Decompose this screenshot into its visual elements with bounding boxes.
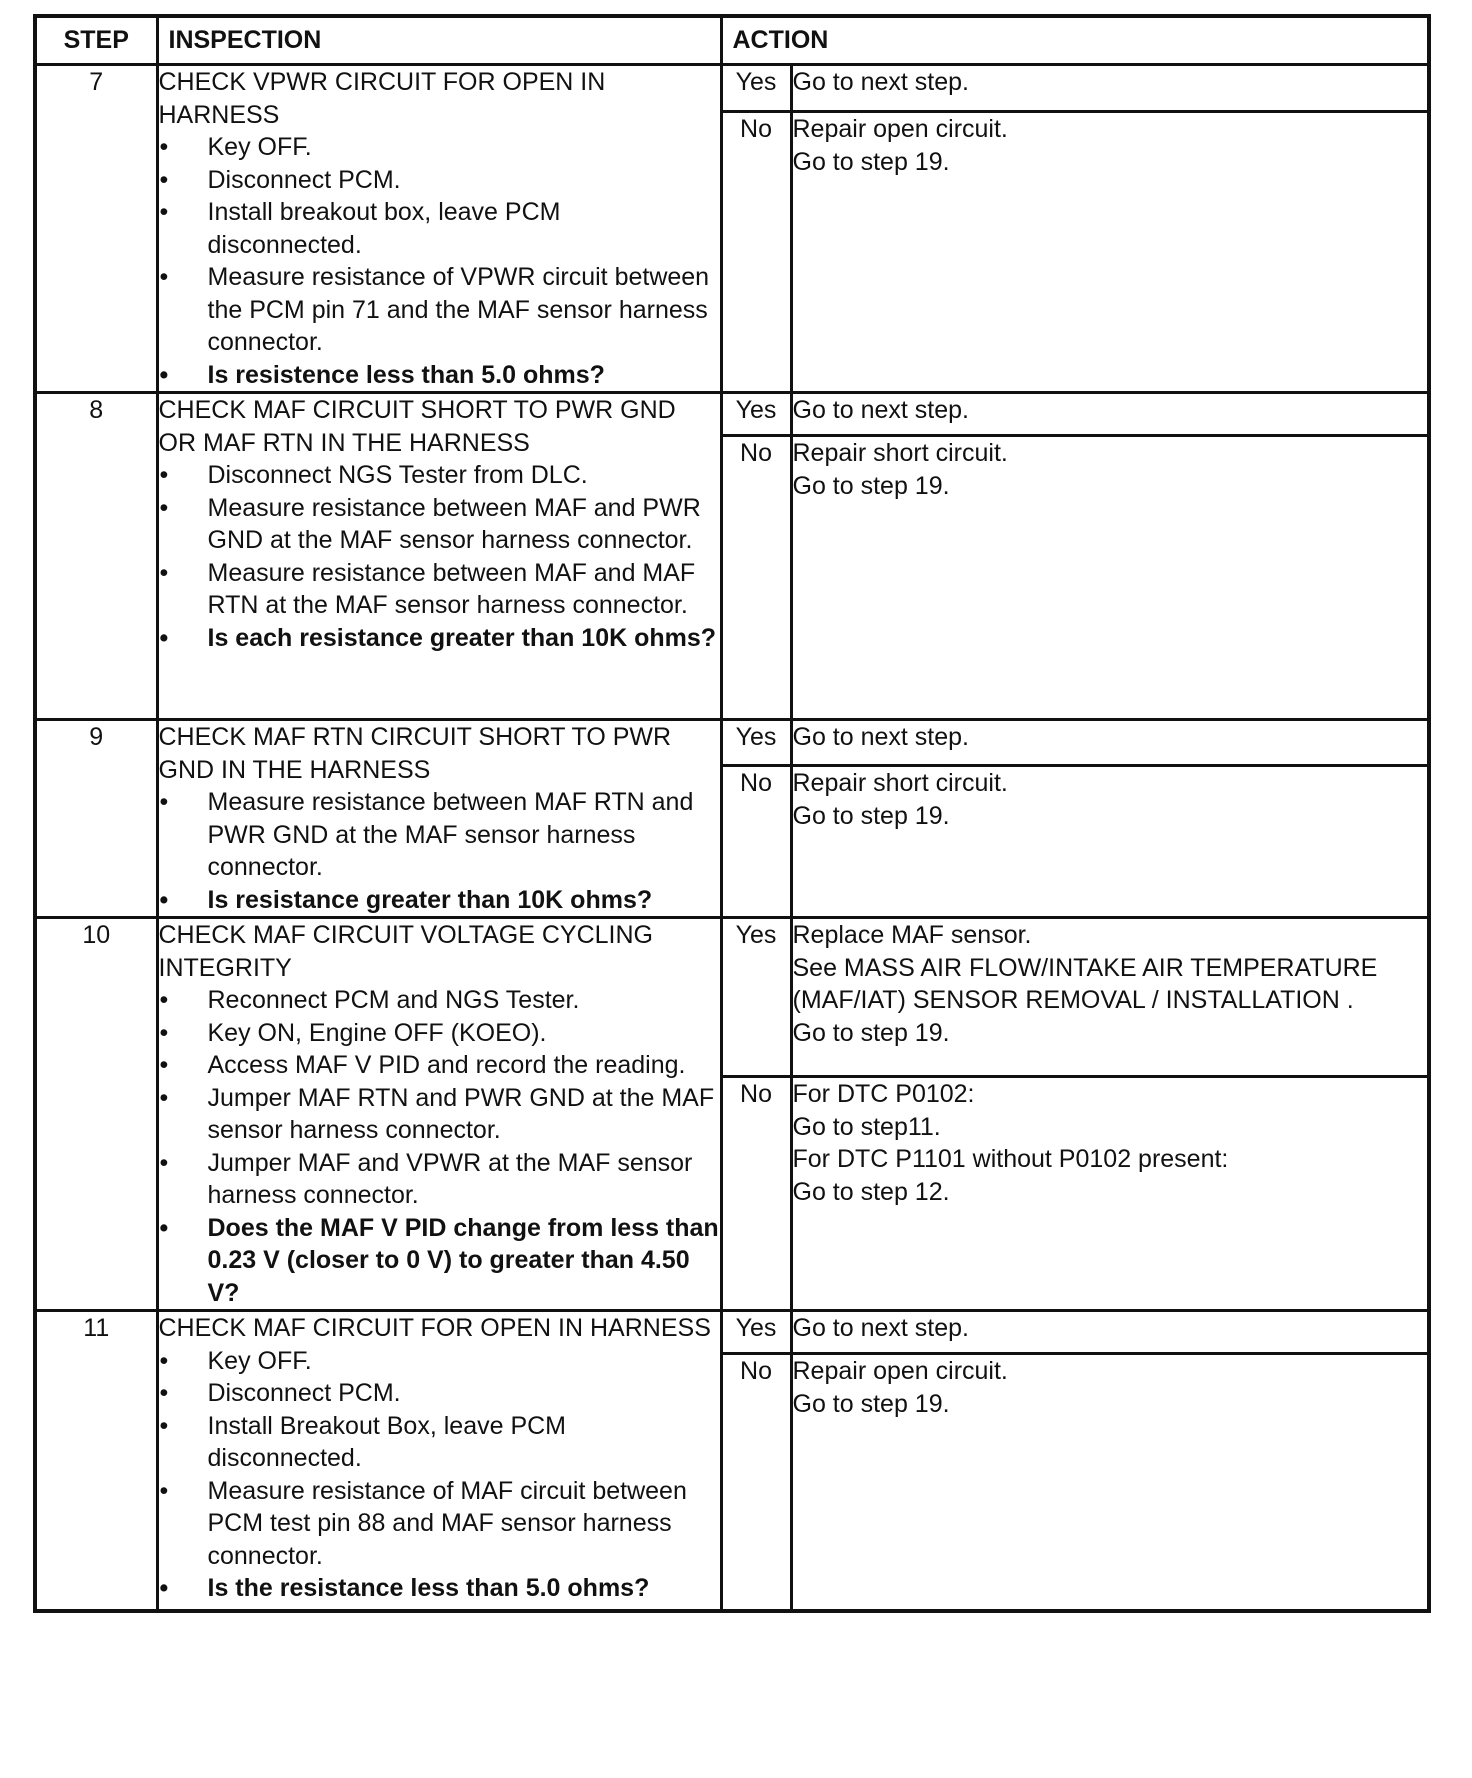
yes-action-cell xyxy=(791,918,1429,1077)
step-row xyxy=(35,65,1429,112)
header-step: STEP xyxy=(35,16,157,65)
no-label: No xyxy=(721,436,791,720)
inspection-bullet-list xyxy=(159,1345,720,1605)
no-action-line: Go to step11. xyxy=(792,1112,941,1141)
inspection-cell xyxy=(157,65,721,393)
yes-action-line: Go to next step. xyxy=(792,1314,969,1342)
header-inspection: INSPECTION xyxy=(157,16,721,65)
inspection-question: • Is resistence less than 5.0 ohms? xyxy=(159,359,720,392)
header-action: ACTION xyxy=(721,16,1429,65)
yes-action-line: Go to next step. xyxy=(792,723,969,751)
inspection-bullet: • Measure resistance of MAF circuit between PCM test pin 88 and MAF sensor harness connector. xyxy=(159,1475,720,1573)
inspection-question: • Is the resistance less than 5.0 ohms? xyxy=(159,1572,720,1605)
no-action-line: Go to step 19. xyxy=(792,471,950,500)
step-number: 7 xyxy=(35,65,157,393)
inspection-bullet-list xyxy=(159,786,720,916)
no-action-line: Repair short circuit. xyxy=(792,769,1008,798)
inspection-cell xyxy=(157,918,721,1311)
no-action-line: For DTC P1101 without P0102 present: xyxy=(792,1145,1229,1174)
no-action-line: Go to step 19. xyxy=(792,801,950,830)
yes-action-line: Go to step 19. xyxy=(792,1018,950,1047)
step-number: 8 xyxy=(35,393,157,720)
step-number: 9 xyxy=(35,720,157,918)
no-label: No xyxy=(721,766,791,918)
inspection-bullet: • Reconnect PCM and NGS Tester. xyxy=(159,984,720,1017)
inspection-bullet: • Key OFF. xyxy=(159,131,720,164)
no-action-cell xyxy=(791,766,1429,918)
inspection-bullet: • Key ON, Engine OFF (KOEO). xyxy=(159,1017,720,1050)
inspection-bullet-list xyxy=(159,131,720,391)
no-action-cell xyxy=(791,1077,1429,1311)
inspection-bullet: • Jumper MAF and VPWR at the MAF sensor harness connector. xyxy=(159,1147,720,1212)
inspection-title: CHECK MAF CIRCUIT FOR OPEN IN HARNESS xyxy=(158,1314,711,1342)
yes-label: Yes xyxy=(721,393,791,436)
inspection-bullet: • Disconnect PCM. xyxy=(159,1377,720,1410)
table-body xyxy=(35,65,1429,1611)
yes-label: Yes xyxy=(721,918,791,1077)
no-action-line: Go to step 12. xyxy=(792,1177,950,1206)
inspection-question: • Is each resistance greater than 10K ohms? xyxy=(159,622,720,655)
inspection-bullet: • Install breakout box, leave PCM disconnected. xyxy=(159,196,720,261)
no-action-line: Go to step 19. xyxy=(792,1389,950,1418)
no-label: No xyxy=(721,112,791,393)
inspection-cell xyxy=(157,1311,721,1611)
no-action-cell xyxy=(791,112,1429,393)
inspection-cell xyxy=(157,720,721,918)
inspection-bullet: • Access MAF V PID and record the reading. xyxy=(159,1049,720,1082)
no-action-line: Repair short circuit. xyxy=(792,439,1008,467)
no-label: No xyxy=(721,1077,791,1311)
yes-action-cell xyxy=(791,720,1429,766)
inspection-bullet: • Disconnect NGS Tester from DLC. xyxy=(159,459,720,492)
yes-label: Yes xyxy=(721,720,791,766)
inspection-bullet-list xyxy=(159,459,720,654)
inspection-bullet: • Jumper MAF RTN and PWR GND at the MAF sensor harness connector. xyxy=(159,1082,720,1147)
no-action-line: Go to step 19. xyxy=(792,147,950,176)
yes-action-line: See MASS AIR FLOW/INTAKE AIR TEMPERATURE (MAF/IAT) SENSOR REMOVAL / INSTALLATION . xyxy=(792,953,1378,1014)
inspection-bullet: • Key OFF. xyxy=(159,1345,720,1378)
no-action-cell xyxy=(791,436,1429,720)
step-row xyxy=(35,720,1429,766)
step-row xyxy=(35,1311,1429,1354)
step-row xyxy=(35,393,1429,436)
yes-action-line: Go to next step. xyxy=(792,396,969,424)
inspection-question: • Does the MAF V PID change from less than 0.23 V (closer to 0 V) to greater than 4.50 V? xyxy=(159,1212,720,1310)
inspection-title: CHECK MAF CIRCUIT SHORT TO PWR GND OR MAF RTN IN THE HARNESS xyxy=(158,396,676,457)
yes-action-line: Go to next step. xyxy=(792,68,969,96)
yes-label: Yes xyxy=(721,1311,791,1354)
inspection-bullet-list xyxy=(159,984,720,1309)
no-label: No xyxy=(721,1354,791,1611)
inspection-bullet: • Measure resistance between MAF and MAF RTN at the MAF sensor harness connector. xyxy=(159,557,720,622)
yes-action-line: Replace MAF sensor. xyxy=(792,921,1032,949)
inspection-question: • Is resistance greater than 10K ohms? xyxy=(159,884,720,917)
inspection-cell xyxy=(157,393,721,720)
inspection-bullet: • Measure resistance between MAF RTN and PWR GND at the MAF sensor harness connector. xyxy=(159,786,720,884)
inspection-bullet: • Disconnect PCM. xyxy=(159,164,720,197)
no-action-line: Repair open circuit. xyxy=(792,115,1008,143)
inspection-title: CHECK MAF RTN CIRCUIT SHORT TO PWR GND IN THE HARNESS xyxy=(158,723,672,784)
step-row xyxy=(35,918,1429,1077)
yes-action-cell xyxy=(791,1311,1429,1354)
inspection-title: CHECK MAF CIRCUIT VOLTAGE CYCLING INTEGRITY xyxy=(158,921,654,982)
inspection-bullet: • Install Breakout Box, leave PCM disconnected. xyxy=(159,1410,720,1475)
no-action-cell xyxy=(791,1354,1429,1611)
inspection-title: CHECK VPWR CIRCUIT FOR OPEN IN HARNESS xyxy=(158,68,606,129)
diagnostic-procedure-table xyxy=(33,14,1431,1613)
step-number: 10 xyxy=(35,918,157,1311)
inspection-bullet: • Measure resistance of VPWR circuit between the PCM pin 71 and the MAF sensor harness connector. xyxy=(159,261,720,359)
table-header-row xyxy=(35,16,1429,65)
yes-action-cell xyxy=(791,65,1429,112)
no-action-line: For DTC P0102: xyxy=(792,1080,975,1109)
yes-action-cell xyxy=(791,393,1429,436)
inspection-bullet: • Measure resistance between MAF and PWR GND at the MAF sensor harness connector. xyxy=(159,492,720,557)
no-action-line: Repair open circuit. xyxy=(792,1357,1008,1385)
step-number: 11 xyxy=(35,1311,157,1611)
yes-label: Yes xyxy=(721,65,791,112)
